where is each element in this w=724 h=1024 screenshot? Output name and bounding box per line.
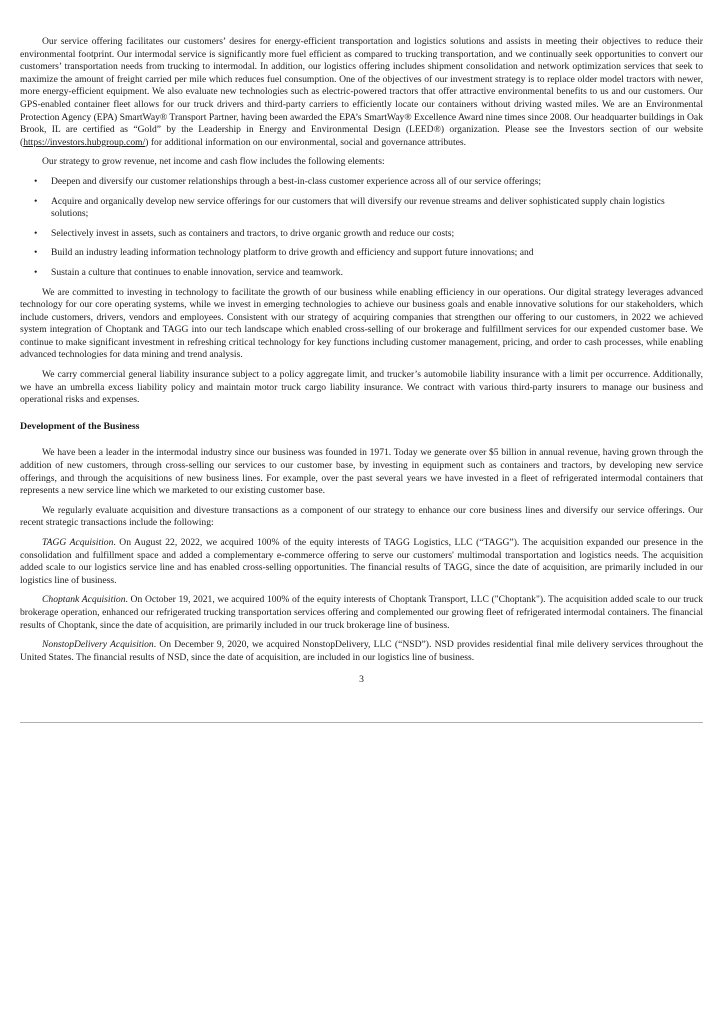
environmental-paragraph-tail: ) for additional information on our environmental, social and governance attributes. — [145, 136, 467, 148]
section-heading: Development of the Business — [20, 420, 140, 432]
list-item-text: Selectively invest in assets, such as containers and tractors, to drive organic growth and reduce our costs; — [51, 227, 455, 239]
acquisition-tagg — [20, 537, 703, 587]
list-item — [20, 247, 703, 260]
strategy-list — [20, 176, 703, 280]
page-number: 3 — [359, 674, 364, 686]
investors-website-link[interactable]: https://investors.hubgroup.com/ — [23, 136, 146, 148]
acquisition-nonstopdelivery — [20, 639, 703, 664]
bullet-icon: • — [34, 247, 38, 259]
list-item-text: Build an industry leading information technology platform to drive growth and efficiency and support future innovations; and — [51, 247, 534, 259]
bullet-icon: • — [34, 227, 38, 239]
environmental-paragraph — [20, 36, 703, 149]
technology-paragraph: We are committed to investing in technology to facilitate the growth of our business while enabling efficiency in our operations. Our digital strategy leverages advanced technology for our core operating systems, while we invest in emerging technologies to achieve our business goals and enable innovative solutions for our stakeholders, which include customers, drivers, vendors and employees. Consistent with our strategy of acquiring companies that strengthen our offering to our customers, in 2022 we achieved system integration of Choptank and TAGG into our tech landscape which enabled cross-selling of our brokerage and fulfillment services for our expended customer base. We continue to make significant investment in refreshing critical technology for key functions including customer management, pricing, and order to cash processes, while enabling advanced technologies for data mining and trend analysis. — [20, 286, 703, 361]
list-item-text: Sustain a culture that continues to enable innovation, service and teamwork. — [51, 266, 343, 278]
strategy-intro: Our strategy to grow revenue, net income and cash flow includes the following elements: — [42, 156, 385, 168]
bullet-icon: • — [34, 195, 38, 207]
list-item-text: Deepen and diversify our customer relationships through a best-in-class customer experience across all of our service offerings; — [51, 175, 542, 187]
list-item-text: Acquire and organically develop new service offerings for our customers that will diversify our revenue streams and deliver sophisticated supply chain logistics solutions; — [51, 195, 665, 220]
list-item — [20, 176, 703, 189]
document-page — [20, 36, 703, 687]
development-paragraph: We have been a leader in the intermodal industry since our business was founded in 1971. Today we generate over $5 billion in annual revenue, having grown through the addition of new customers, through cross-selling our services to our customer base, by investing in equipment such as containers and tractors, by developing new service offerings, and through the acquisitions of new business lines. For example, over the past several years we have invested in a fleet of refrigerated intermodal containers that represents a new service line which we marketed to our existing customer base. — [20, 447, 703, 497]
acquisition-text: . On December 9, 2020, we acquired NonstopDelivery, LLC (“NSD”). NSD provides residential final mile delivery services throughout the United States. The financial results of NSD, since the date of acquisition, are included in our logistics line of business. — [20, 639, 704, 663]
acquisition-text: . On August 22, 2022, we acquired 100% of the equity interests of TAGG Logistics, LLC (“TAGG”). The acquisition expanded our presence in the consolidation and fulfillment space and added a complementary e-commerce offering to serve our customers' multimodal transportation and logistics needs. The acquisition added scale to our logistics service line and has enabled cross-selling opportunities. The financial results of TAGG, since the date of acquisition, are primarily included in our logistics line of business. — [20, 537, 703, 586]
acquisition-title: NonstopDelivery Acquisition — [42, 639, 154, 651]
acquisition-text: . On October 19, 2021, we acquired 100% of the equity interests of Choptank Transport, LLC ("Choptank"). The acquisition added scale to our truck brokerage operation, enhanced our refrigerated trucking transportation services offering and complemented our growing fleet of refrigerated intermodal containers. The financial results of Choptank, since the date of acquisition, are primarily included in our truck brokerage line of business. — [20, 594, 704, 631]
acquisition-title: Choptank Acquisition — [42, 594, 126, 606]
list-item — [20, 196, 703, 221]
acquisition-choptank — [20, 594, 703, 632]
environmental-paragraph-text: Our service offering facilitates our customers’ desires for energy-efficient transportation and logistics solutions and assists in meeting their objectives to reduce their environmental footprint. Our intermodal service is significantly more fuel efficient as compared to trucking transportation, and we continually seek opportunities to convert our customers’ transportation needs from trucking to intermodal. In addition, our logistics offering includes shipment consolidation and network optimization services that seek to maximize the amount of freight carried per mile which reduces fuel consumption. One of the objectives of our investment strategy is to replace older model tractors with newer, more energy-efficient equipment. We also evaluate new technologies such as electric-powered tractors that offer attractive environmental benefits to us and our customers. Our GPS-enabled container fleet allows for our truck drivers and third-party carriers to efficiently locate our containers without driving wasted miles. We are an Environmental Protection Agency (EPA) SmartWay® Transport Partner, having been awarded the EPA’s SmartWay® Excellence Award nine times since 2008. Our headquarter buildings in Oak Brook, IL are certified as “Gold” by the Leadership in Energy and Environmental Design (LEED®) organization. Please see the Investors section of our website ( — [20, 36, 703, 148]
list-item — [20, 228, 703, 241]
insurance-paragraph: We carry commercial general liability insurance subject to a policy aggregate limit, and trucker’s automobile liability insurance with a limit per occurrence. Additionally, we have an umbrella excess liability policy and maintain motor truck cargo liability insurance. We contract with various third-party insurers to manage our business and operational risks and expenses. — [20, 369, 703, 406]
page-divider — [20, 722, 703, 723]
bullet-icon: • — [34, 266, 38, 278]
acquisition-title: TAGG Acquisition — [42, 537, 114, 548]
list-item — [20, 267, 703, 280]
bullet-icon: • — [34, 175, 38, 187]
transactions-intro: We regularly evaluate acquisition and divesture transactions as a component of our strategy to enhance our core business lines and diversify our service offerings. Our recent strategic transactions include the following: — [20, 504, 703, 529]
